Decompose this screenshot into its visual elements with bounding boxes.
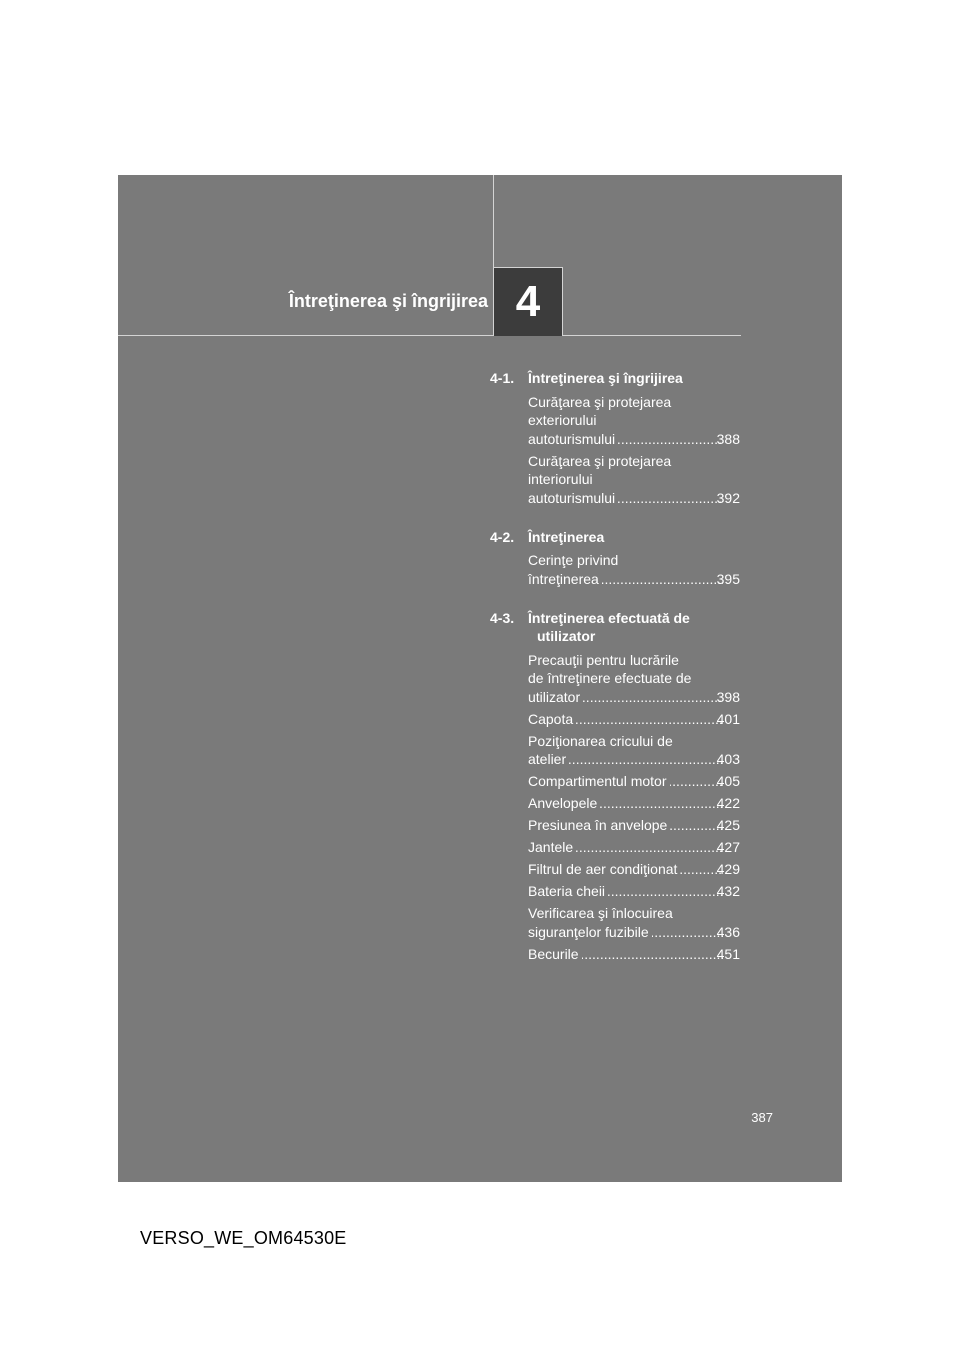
dot-leader [670, 816, 722, 835]
toc-section [490, 369, 740, 388]
header-horizontal-rule [118, 335, 741, 336]
section-number: 4-3. [490, 609, 515, 626]
entry-leader-row [528, 570, 740, 589]
dot-leader [569, 750, 723, 769]
page-number: 387 [751, 1110, 773, 1125]
section-title: Întreţinerea efectuată de utilizator [528, 609, 690, 644]
entry-text-line: Poziţionarea cricului de [528, 732, 673, 749]
entry-leader-row [528, 710, 740, 729]
entry-text-line: Presiunea în anvelope [528, 817, 668, 833]
entry-page-number: 436 [716, 923, 740, 940]
entry-text-line: Curăţarea şi protejarea [528, 393, 672, 410]
entry-leader-row [528, 750, 740, 769]
entry-leader-row [528, 430, 740, 449]
entry-page-number: 388 [716, 430, 740, 447]
toc-entry[interactable] [490, 860, 740, 879]
chapter-number-box: 4 [494, 267, 563, 336]
dot-leader [618, 489, 722, 508]
toc-entry[interactable] [490, 772, 740, 791]
toc-entry[interactable] [490, 945, 740, 964]
entry-page-number: 422 [716, 795, 740, 811]
toc-entry[interactable] [490, 551, 740, 588]
toc-section [490, 609, 740, 646]
table-of-contents [490, 369, 740, 967]
section-number: 4-2. [490, 528, 515, 545]
toc-entry[interactable] [490, 904, 740, 941]
entry-leader-row [528, 794, 740, 813]
toc-entry[interactable] [490, 732, 740, 769]
entry-leader-row [528, 945, 740, 964]
entry-text-line: siguranţelor fuzibile [528, 923, 649, 940]
dot-leader [582, 945, 723, 964]
dot-leader [600, 794, 722, 813]
entry-leader-row [528, 489, 740, 508]
dot-leader [576, 838, 722, 857]
entry-page-number: 451 [716, 945, 740, 962]
entry-text-line: exteriorului [528, 412, 597, 428]
entry-page-number: 403 [716, 751, 740, 767]
dot-leader [583, 688, 723, 707]
entry-text-line: atelier [528, 751, 567, 767]
section-gap [490, 511, 740, 528]
entry-leader-row [528, 838, 740, 857]
entry-text-line: de întreţinere efectuate de [528, 670, 692, 686]
entry-page-number: 427 [716, 839, 740, 855]
entry-text-line: Compartimentul motor [528, 773, 667, 789]
entry-text-line: utilizator [528, 688, 581, 705]
toc-entry[interactable] [490, 710, 740, 729]
entry-leader-row [528, 860, 740, 879]
entry-text-line: Precauţii pentru lucrările [528, 651, 679, 668]
dot-leader [602, 570, 723, 589]
section-title: Întreţinerea [528, 528, 605, 545]
entry-text-line: Jantele [528, 839, 574, 855]
entry-text-line: Anvelopele [528, 795, 598, 811]
entry-text-line: interiorului [528, 471, 593, 487]
entry-text-line: autoturismului [528, 430, 616, 447]
entry-text-line: Capota [528, 710, 574, 727]
entry-leader-row [528, 688, 740, 707]
entry-leader-row [528, 923, 740, 942]
section-number: 4-1. [490, 370, 515, 386]
entry-text-line: Bateria cheii [528, 883, 606, 899]
document-code: VERSO_WE_OM64530E [140, 1228, 347, 1248]
toc-entry[interactable] [490, 393, 740, 449]
entry-text-line: întreţinerea [528, 570, 599, 587]
dot-leader [670, 772, 723, 791]
entry-page-number: 432 [716, 883, 740, 899]
entry-text-line: Filtrul de aer condiţionat [528, 861, 678, 877]
entry-text-line: autoturismului [528, 489, 616, 506]
dot-leader [618, 430, 722, 449]
entry-page-number: 401 [716, 710, 740, 727]
toc-entry[interactable] [490, 794, 740, 813]
dot-leader [608, 882, 723, 901]
entry-page-number: 398 [716, 688, 740, 705]
section-title: Întreţinerea şi îngrijirea [528, 370, 683, 386]
entry-page-number: 429 [716, 861, 740, 877]
entry-text-line: Becurile [528, 945, 579, 962]
section-gap [490, 592, 740, 609]
entry-text-line: Curăţarea şi protejarea [528, 452, 672, 469]
toc-entry[interactable] [490, 452, 740, 508]
entry-page-number: 425 [716, 817, 740, 833]
toc-entry[interactable] [490, 816, 740, 835]
entry-page-number: 395 [716, 570, 740, 587]
entry-leader-row [528, 772, 740, 791]
entry-page-number: 405 [716, 773, 740, 789]
entry-text-line: Cerinţe privind [528, 552, 619, 568]
chapter-panel [118, 175, 842, 1182]
toc-entry[interactable] [490, 651, 740, 707]
toc-section [490, 528, 740, 547]
entry-leader-row [528, 882, 740, 901]
toc-entry[interactable] [490, 882, 740, 901]
entry-page-number: 392 [716, 489, 740, 506]
chapter-title: Întreţinerea şi îngrijirea [288, 291, 488, 311]
dot-leader [576, 710, 722, 729]
entry-text-line: Verificarea şi înlocuirea [528, 905, 673, 921]
dot-leader [652, 923, 723, 942]
entry-leader-row [528, 816, 740, 835]
toc-entry[interactable] [490, 838, 740, 857]
